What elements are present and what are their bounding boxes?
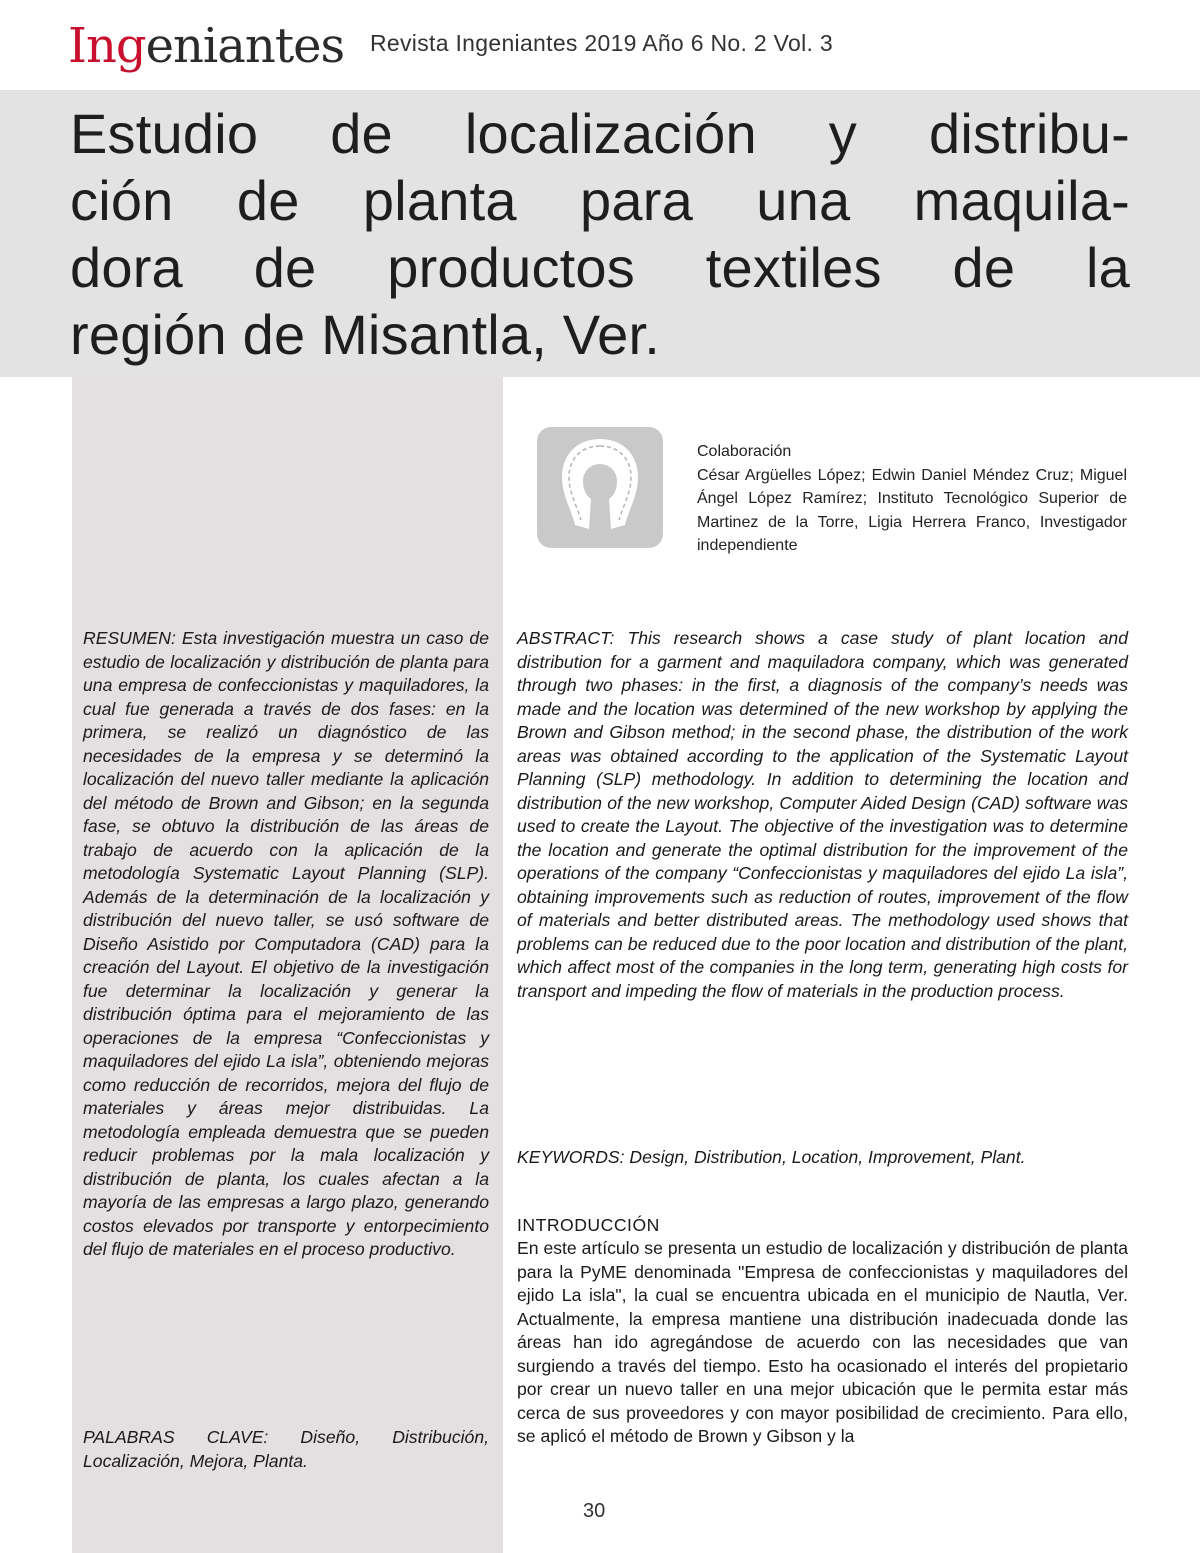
title-line: dora de productos textiles de la xyxy=(70,236,1130,299)
collaboration-block xyxy=(697,440,1127,558)
title-line: Estudio de localización y distribu- xyxy=(70,102,1130,165)
abstract: ABSTRACT: This research shows a case study of plant location and distribution for a garment and maquiladora company, which was generated through two phases: in the first, a diagnosis of the company’s needs was made and the location was determined of the new workshop by applying the Brown and Gibson method; in the second phase, the distribution of the work areas was obtained according to the application of the Systematic Layout Planning (SLP) methodology. In addition to determining the location and distribution of the new workshop, Computer Aided Design (CAD) software was used to create the Layout. The objective of the investigation was to determine the location and generate the optimal distribution for the improvement of the operations of the company “Confeccionistas y maquiladores del ejido La isla”, obtaining improvements such as reduction of routes, improvement of the flow of materials and better distributed areas. The methodology used shows that problems can be reduced due to the poor location and distribution of the plant, which affect most of the companies in the long term, generating high costs for transport and impeding the flow of materials in the production process. xyxy=(517,628,1128,1001)
keywords: KEYWORDS: Design, Distribution, Location, Improvement, Plant. xyxy=(517,1147,1026,1167)
resumen: RESUMEN: Esta investigación muestra un caso de estudio de localización y distribución de planta para una empresa de confeccionistas y maquiladores, la cual fue generada a través de dos fases: en la primera, se realizó un diagnóstico de las necesidades de la empresa y se determinó la localización del nuevo taller mediante la aplicación del método de Brown and Gibson; en la segunda fase, se obtuvo la distribución de las áreas de trabajo de acuerdo con la aplicación de la metodología Systematic Layout Planning (SLP). Además de la determinación de la localización y distribución del nuevo taller, se usó software de Diseño Asistido por Computadora (CAD) para la creación del Layout. El objetivo de la investigación fue determinar la localización y generar la distribución óptima para el mejoramiento de las operaciones de la empresa “Confeccionistas y maquiladores del ejido La isla”, obteniendo mejoras como reducción de recorridos, mejora del flujo de materiales y áreas mejor distribuidas. La metodología empleada demuestra que se pueden reducir problemas por la mala localización y distribución de planta, los cuales afectan a la mayoría de las empresas a largo plazo, generando costos elevados por transporte y entorpecimiento del flujo de materiales en el proceso productivo. xyxy=(83,628,489,1259)
horseshoe-icon xyxy=(537,427,663,548)
logo-rest: eniantes xyxy=(145,18,345,74)
journal-logo xyxy=(68,14,344,78)
issue-info: Revista Ingeniantes 2019 Año 6 No. 2 Vol. 3 xyxy=(370,30,833,56)
introduccion-heading: INTRODUCCIÓN xyxy=(517,1215,660,1235)
title-line: región de Misantla, Ver. xyxy=(70,303,661,366)
authors: César Argüelles López; Edwin Daniel Méndez Cruz; Miguel Ángel López Ramírez; Instituto Tecnológico Superior de Martinez de la Torre, Ligia Herrera Franco, Investigador independiente xyxy=(697,466,1127,554)
article-title xyxy=(70,100,1130,368)
page-number: 30 xyxy=(583,1500,606,1522)
logo-red-part: Ing xyxy=(68,18,146,74)
palabras-clave: PALABRAS CLAVE: Diseño, Distribución, Localización, Mejora, Planta. xyxy=(83,1427,489,1471)
collaboration-heading: Colaboración xyxy=(697,443,792,460)
collaboration-icon xyxy=(537,427,663,548)
title-line: ción de planta para una maquila- xyxy=(70,169,1130,232)
introduccion-body: En este artículo se presenta un estudio de localización y distribución de planta para la PyME denominada "Empresa de confeccionistas y maquiladores del ejido La isla", la cual se encuentra ubicada en el municipio de Nautla, Ver. Actualmente, la empresa mantiene una distribución inadecuada donde las áreas han ido agregándose de acuerdo con las necesidades que van surgiendo a través del tiempo. Esto ha ocasionado el interés del propietario por crear un nuevo taller en una mejor ubicación que le permita estar más cerca de sus proveedores y con mayor posibilidad de crecimiento. Para ello, se aplicó el método de Brown y Gibson y la xyxy=(517,1238,1128,1446)
